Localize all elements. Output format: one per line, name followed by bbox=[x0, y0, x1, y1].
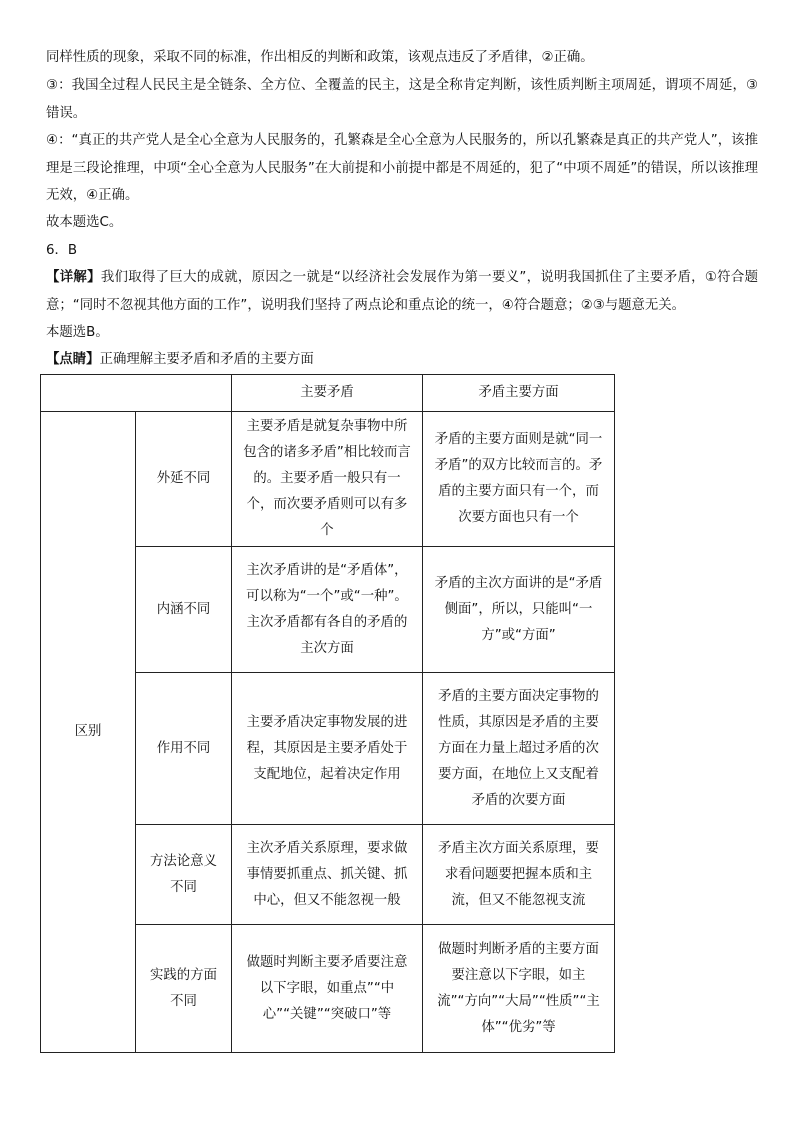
header-main-contradiction: 主要矛盾 bbox=[232, 375, 423, 412]
cell-main-contradiction: 主要矛盾决定事物发展的进程，其原因是主要矛盾处于支配地位，起着决定作用 bbox=[232, 673, 423, 825]
cell-main-aspect: 矛盾主次方面关系原理，要求看问题要把握本质和主流，但又不能忽视支流 bbox=[423, 825, 615, 925]
paragraph-item-4: ④：“真正的共产党人是全心全意为人民服务的，孔繁森是全心全意为人民服务的，所以孔繁森是真正的共产党人”，该推理是三段论推理，中项“全心全意为人民服务”在大前提和小前提中都是不周延的，犯了“中项不周延”的错误，所以该推理无效，④正确。 bbox=[46, 133, 758, 203]
paragraph-law-of-contradiction: 同样性质的现象，采取不同的标准，作出相反的判断和政策，该观点违反了矛盾律，②正确。 bbox=[46, 50, 594, 65]
paragraph-item-3: ③：我国全过程人民民主是全链条、全方位、全覆盖的民主，这是全称肯定判断，该性质判断主项周延，谓项不周延，③错误。 bbox=[46, 78, 758, 121]
cell-main-contradiction: 做题时判断主要矛盾要注意以下字眼，如重点”“中心”“关键”“突破口”等 bbox=[232, 925, 423, 1053]
paragraph-answer-c: 故本题选C。 bbox=[46, 215, 123, 230]
cell-main-aspect: 做题时判断矛盾的主要方面要注意以下字眼，如主流”“方向”“大局”“性质”“主体”“优劣”等 bbox=[423, 925, 615, 1053]
cell-main-contradiction: 主要矛盾是就复杂事物中所包含的诸多矛盾”相比较而言的。主要矛盾一般只有一个，而次要矛盾则可以有多个 bbox=[232, 412, 423, 547]
row-label: 外延不同 bbox=[136, 412, 232, 547]
table-header-row bbox=[41, 375, 615, 412]
paragraph-highlight: 【点睛】正确理解主要矛盾和矛盾的主要方面 bbox=[46, 352, 314, 367]
cell-main-contradiction: 主次矛盾讲的是“矛盾体”，可以称为“一个”或“一种”。主次矛盾都有各自的矛盾的主次方面 bbox=[232, 547, 423, 673]
paragraph-explanation: 【详解】我们取得了巨大的成就，原因之一就是“以经济社会发展作为第一要义”，说明我国抓住了主要矛盾，①符合题意；“同时不忽视其他方面的工作”，说明我们坚持了两点论和重点论的统一，④符合题意；②③与题意无关。 bbox=[46, 270, 758, 313]
highlight-tag: 【点睛】 bbox=[46, 352, 100, 367]
paragraph-answer-b: 本题选B。 bbox=[46, 325, 109, 340]
cell-main-aspect: 矛盾的主要方面则是就“同一矛盾”的双方比较而言的。矛盾的主要方面只有一个，而次要方面也只有一个 bbox=[423, 412, 615, 547]
header-empty-cell bbox=[41, 375, 232, 412]
cell-main-contradiction: 主次矛盾关系原理，要求做事情要抓重点、抓关键、抓中心，但又不能忽视一般 bbox=[232, 825, 423, 925]
cell-main-aspect: 矛盾的主次方面讲的是“矛盾侧面”，所以，只能叫“一方”或“方面” bbox=[423, 547, 615, 673]
group-label-difference: 区别 bbox=[41, 412, 136, 1053]
row-label: 方法论意义不同 bbox=[136, 825, 232, 925]
table-row bbox=[41, 412, 615, 547]
row-label: 内涵不同 bbox=[136, 547, 232, 673]
cell-main-aspect: 矛盾的主要方面决定事物的性质，其原因是矛盾的主要方面在力量上超过矛盾的次要方面，在地位上又支配着矛盾的次要方面 bbox=[423, 673, 615, 825]
row-label: 作用不同 bbox=[136, 673, 232, 825]
row-label: 实践的方面不同 bbox=[136, 925, 232, 1053]
question-6-answer: 6．B bbox=[46, 243, 78, 258]
explanation-tag: 【详解】 bbox=[46, 270, 101, 285]
header-main-aspect: 矛盾主要方面 bbox=[423, 375, 615, 412]
comparison-table bbox=[40, 374, 615, 1053]
